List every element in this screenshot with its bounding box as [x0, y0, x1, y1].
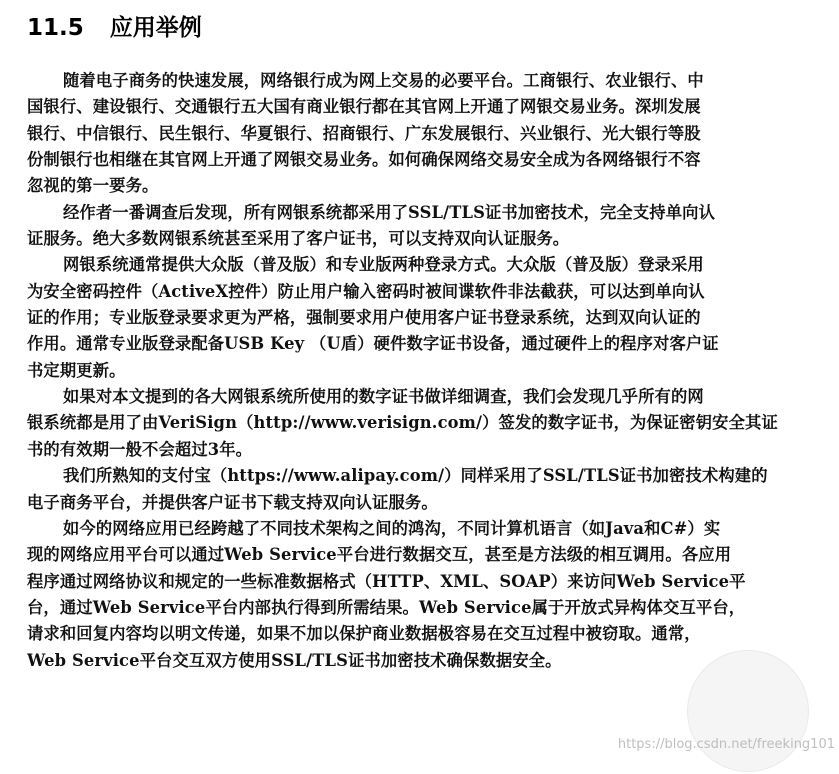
- text-line: 我们所熟知的支付宝（https://www.alipay.com/）同样采用了SSL/TLS证书加密技术构建的: [63, 466, 768, 486]
- section-number: 11.5: [27, 15, 84, 41]
- text-line: 书的有效期一般不会超过3年。: [27, 439, 253, 459]
- text-line: 国银行、建设银行、交通银行五大国有商业银行都在其官网上开通了网银交易业务。深圳发展: [27, 97, 701, 117]
- section-heading: [27, 13, 202, 43]
- body-text: [27, 68, 827, 674]
- text-line: 书定期更新。: [27, 360, 126, 380]
- text-line: 请求和回复内容均以明文传递，如果不加以保护商业数据极容易在交互过程中被窃取。通常，: [27, 624, 701, 644]
- text-line: 随着电子商务的快速发展，网络银行成为网上交易的必要平台。工商银行、农业银行、中: [63, 71, 704, 90]
- text-line: 忽视的第一要务。: [27, 176, 159, 196]
- text-line: 份制银行也相继在其官网上开通了网银交易业务。如何确保网络交易安全成为各网络银行不容: [27, 150, 701, 170]
- text-line: 银系统都是用了由VeriSign（http://www.verisign.com/）签发的数字证书，为保证密钥安全其证: [27, 413, 778, 433]
- section-title: 应用举例: [109, 15, 202, 41]
- text-line: 如今的网络应用已经跨越了不同技术架构之间的鸿沟，不同计算机语言（如Java和C#）实: [63, 518, 721, 538]
- text-line: 网银系统通常提供大众版（普及版）和专业版两种登录方式。大众版（普及版）登录采用: [63, 255, 704, 275]
- text-line: 银行、中信银行、民生银行、华夏银行、招商银行、广东发展银行、兴业银行、光大银行等股: [27, 123, 701, 143]
- text-line: 电子商务平台，并提供客户证书下载支持双向认证服务。: [27, 492, 438, 512]
- text-line: 经作者一番调查后发现，所有网银系统都采用了SSL/TLS证书加密技术，完全支持单向认: [63, 202, 716, 222]
- text-line: 为安全密码控件（ActiveX控件）防止用户输入密码时被间谍软件非法截获，可以达到单向认: [27, 281, 705, 301]
- text-line: 作用。通常专业版登录配备USB Key （U盾）硬件数字证书设备，通过硬件上的程序对客户证: [27, 334, 719, 354]
- text-line: 现的网络应用平台可以通过Web Service平台进行数据交互，甚至是方法级的相互调用。各应用: [27, 545, 732, 565]
- text-line: 台，通过Web Service平台内部执行得到所需结果。Web Service属于开放式异构体交互平台，: [27, 597, 746, 617]
- text-line: 证的作用；专业版登录要求更为严格，强制要求用户使用客户证书登录系统，达到双向认证的: [27, 308, 701, 328]
- text-line: 程序通过网络协议和规定的一些标准数据格式（HTTP、XML、SOAP）来访问Web Service平: [27, 571, 746, 591]
- watermark-text: https://blog.csdn.net/freeking101: [617, 737, 835, 752]
- watermark-logo: [687, 650, 809, 772]
- text-line: 证服务。绝大多数网银系统甚至采用了客户证书，可以支持双向认证服务。: [27, 229, 570, 249]
- text-line: 如果对本文提到的各大网银系统所使用的数字证书做详细调查，我们会发现几乎所有的网: [63, 387, 704, 407]
- text-line: Web Service平台交互双方使用SSL/TLS证书加密技术确保数据安全。: [27, 650, 562, 670]
